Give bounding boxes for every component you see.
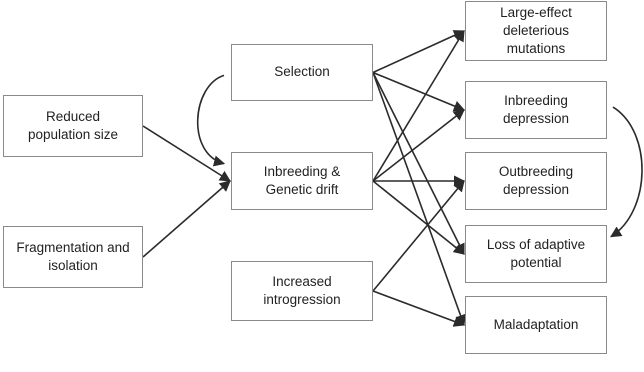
arrow-inbreeding_drift-to-loss_adaptive	[373, 181, 464, 254]
node-label: Large-effect deleterious mutations	[500, 4, 572, 57]
node-label: Inbreeding & Genetic drift	[263, 163, 341, 197]
arrow-inbreeding_drift-to-inbreeding_depression	[373, 110, 464, 181]
node-label: Fragmentation and isolation	[16, 239, 130, 273]
node-outbreeding-depression	[465, 152, 607, 210]
arrow-selection-to-inbreeding_depression	[373, 73, 464, 111]
node-label: Loss of adaptive potential	[486, 236, 586, 270]
node-increased-introgression	[231, 261, 373, 321]
node-large-effect-deleterious-mutations	[465, 1, 607, 61]
node-selection	[231, 44, 373, 101]
node-maladaptation	[465, 296, 607, 354]
node-label: Selection	[274, 64, 330, 80]
node-label: Reduced population size	[27, 108, 119, 142]
arrow-fragmentation-to-inbreeding_drift	[143, 181, 230, 257]
node-label: Increased introgression	[263, 273, 341, 307]
arrow-reduced-to-inbreeding_drift	[143, 126, 230, 181]
arrow-inbreeding_drift-to-large_effect	[373, 31, 464, 181]
node-inbreeding-genetic-drift	[231, 152, 373, 210]
arrow-introgression-to-maladaptation	[373, 291, 464, 325]
node-label: Outbreeding depression	[498, 163, 574, 197]
arrow-selection-to-large_effect	[373, 31, 464, 73]
node-loss-of-adaptive-potential	[465, 225, 607, 283]
node-label: Maladaptation	[493, 316, 579, 332]
node-fragmentation-and-isolation	[3, 226, 143, 288]
node-reduced-population-size	[3, 95, 143, 157]
arrow-selection-to-inbreeding_drift	[198, 75, 224, 163]
node-label: Inbreeding depression	[502, 92, 570, 126]
node-inbreeding-depression	[465, 81, 607, 139]
arrow-selection-to-loss_adaptive	[373, 73, 464, 255]
arrow-inbreeding_depression-to-loss_adaptive	[611, 107, 642, 237]
